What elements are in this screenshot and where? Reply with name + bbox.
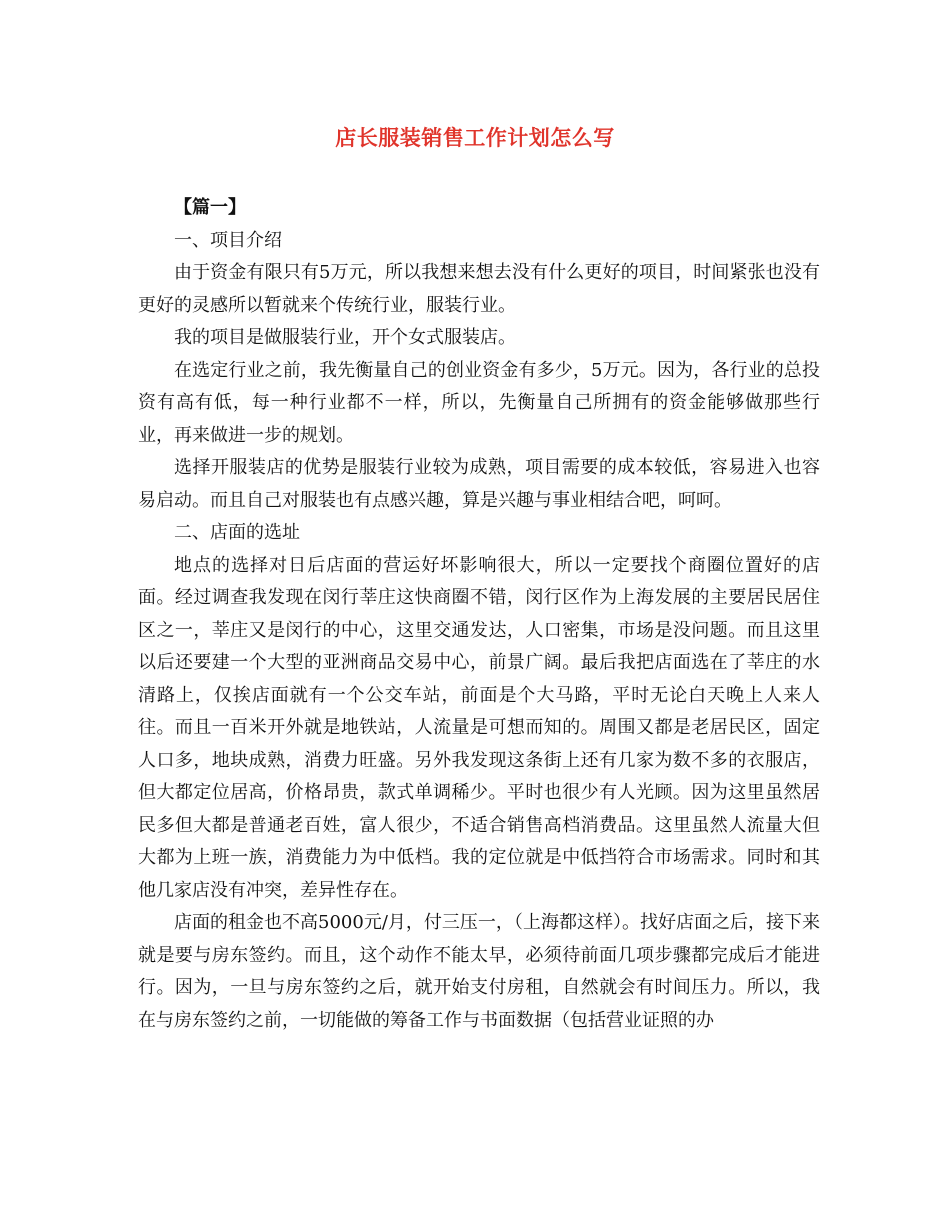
paragraph-capital-assessment: 在选定行业之前，我先衡量自己的创业资金有多少，5万元。因为，各行业的总投资有高有低，每一种行业都不一样，所以，先衡量自己所拥有的资金能够做那些行业，再来做进一步的规划。	[138, 359, 820, 446]
paragraph-funding: 由于资金有限只有5万元，所以我想来想去没有什么更好的项目，时间紧张也没有更好的灵感所以暂就来个传统行业，服装行业。	[138, 262, 820, 316]
paragraph-rent-and-lease: 店面的租金也不高5000元/月，付三压一，（上海都这样）。找好店面之后，接下来就是要与房东签约。而且，这个动作不能太早，必须待前面几项步骤都完成后才能进行。因为，一旦与房东签约之后，就开始支付房租，自然就会有时间压力。所以，我在与房东签约之前，一切能做的筹备工作与书面数据（包括营业证照的办	[138, 912, 820, 1031]
paragraph-advantages: 选择开服装店的优势是服装行业较为成熟，项目需要的成本较低，容易进入也容易启动。而且自己对服装也有点感兴趣，算是兴趣与事业相结合吧，呵呵。	[138, 457, 820, 511]
paragraph-location-analysis: 地点的选择对日后店面的营运好坏影响很大，所以一定要找个商圈位置好的店面。经过调查我发现在闵行莘庄这快商圈不错，闵行区作为上海发展的主要居民居住区之一，莘庄又是闵行的中心，这里交通发达，人口密集，市场是没问题。而且这里以后还要建一个大型的亚洲商品交易中心，前景广阔。最后我把店面选在了莘庄的水清路上，仅挨店面就有一个公交车站，前面是个大马路，平时无论白天晚上人来人往。而且一百米开外就是地铁站，人流量是可想而知的。周围又都是老居民区，固定人口多，地块成熟，消费力旺盛。另外我发现这条街上还有几家为数不多的衣服店，但大都定位居高，价格昂贵，款式单调稀少。平时也很少有人光顾。因为这里虽然居民多但大都是普通老百姓，富人很少，不适合销售高档消费品。这里虽然人流量大但大都为上班一族，消费能力为中低档。我的定位就是中低挡符合市场需求。同时和其他几家店没有冲突，差异性存在。	[138, 554, 820, 901]
document-title: 店长服装销售工作计划怎么写	[335, 125, 615, 150]
section-heading-project-intro: 一、项目介绍	[174, 229, 282, 251]
section-tag: 【篇一】	[174, 197, 246, 218]
section-heading-location: 二、店面的选址	[174, 522, 300, 543]
document-body	[138, 192, 820, 1037]
paragraph-project: 我的项目是做服装行业，开个女式服装店。	[174, 327, 516, 348]
